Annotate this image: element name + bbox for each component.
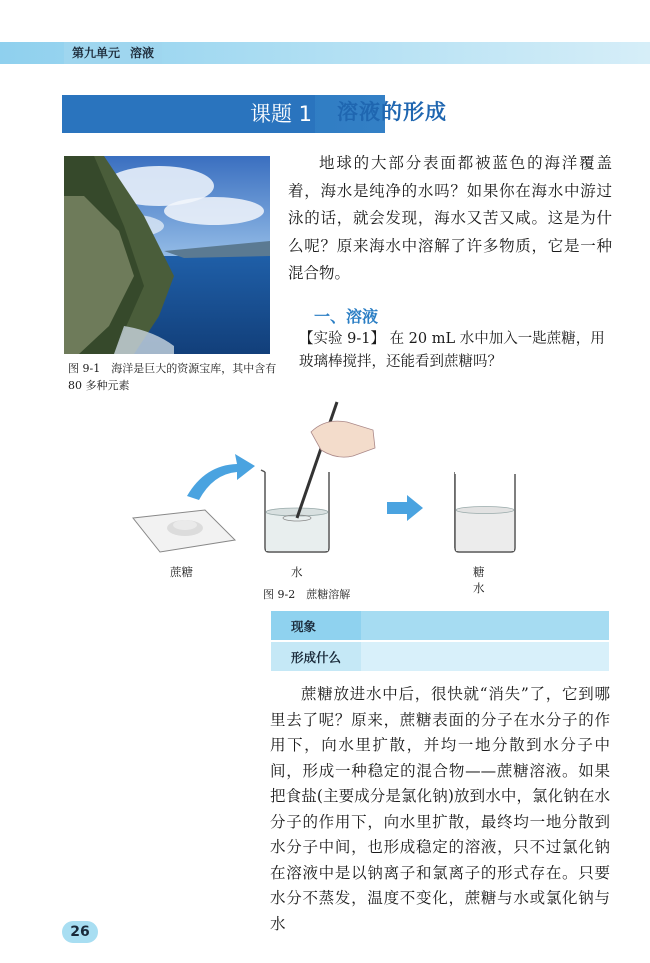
label-sugar: 蔗糖 [170, 565, 193, 579]
table-row [271, 642, 609, 671]
sugar-water-beaker-icon [453, 472, 519, 554]
label-sugar-water: 糖水 [473, 565, 485, 595]
label-water: 水 [291, 565, 303, 579]
body-paragraph [270, 682, 610, 937]
intro-text: 地球的大部分表面都被蓝色的海洋覆盖着，海水是纯净的水吗？如果你在海水中游过泳的话，就会发现，海水又苦又咸。这是为什么呢？原来海水中溶解了许多物质，它是一种混合物。 [288, 154, 612, 282]
experiment-block [299, 328, 611, 374]
intro-paragraph [288, 150, 612, 288]
experiment-text: 在 20 mL 水中加入一匙蔗糖，用玻璃棒搅拌，还能看到蔗糖吗？ [299, 331, 605, 370]
observation-table [271, 611, 609, 671]
section-heading: 一、溶液 [314, 307, 379, 326]
result-arrow-icon [387, 495, 423, 521]
lesson-number: 课题 1 [250, 102, 313, 126]
experiment-label: 【实验 9-1】 [299, 331, 385, 347]
ocean-photo [64, 156, 270, 354]
row-label-forms: 形成什么 [291, 650, 342, 665]
beaker-water [261, 470, 329, 552]
lesson-title: 溶液的形成 [337, 100, 447, 124]
chapter-topic: 溶液 [130, 46, 155, 60]
pour-arrow-icon [187, 454, 255, 500]
figure-9-1-caption: 图 9-1 海洋是巨大的资源宝库，其中含有 80 多种元素 [68, 362, 277, 392]
figure-9-2-caption: 图 9-2 蔗糖溶解 [263, 588, 351, 601]
sugar-on-paper [133, 510, 235, 552]
chapter-unit: 第九单元 [72, 46, 121, 60]
lesson-title-bar [62, 95, 607, 133]
chapter-header [0, 42, 650, 64]
page-number: 26 [62, 921, 98, 943]
row-label-phenomenon: 现象 [291, 619, 317, 634]
table-row [271, 611, 609, 640]
glass-rod-with-hand [297, 402, 375, 518]
chapter-tab [64, 42, 162, 64]
body-text: 蔗糖放进水中后，很快就“消失”了，它到哪里去了呢？原来，蔗糖表面的分子在水分子的作用下，向水里扩散，并均一地分散到水分子中间，形成一种稳定的混合物——蔗糖溶液。如果把食盐(主要成分是氯化钠)放到水中，氯化钠在水分子的作用下，向水里扩散，最终均一地分散到水分子中间，也形成稳定的溶液，只不过氯化钠在溶液中是以钠离子和氯离子的形式存在。只要水分不蒸发，温度不变化，蔗糖与水或氯化钠与水 [270, 685, 610, 933]
